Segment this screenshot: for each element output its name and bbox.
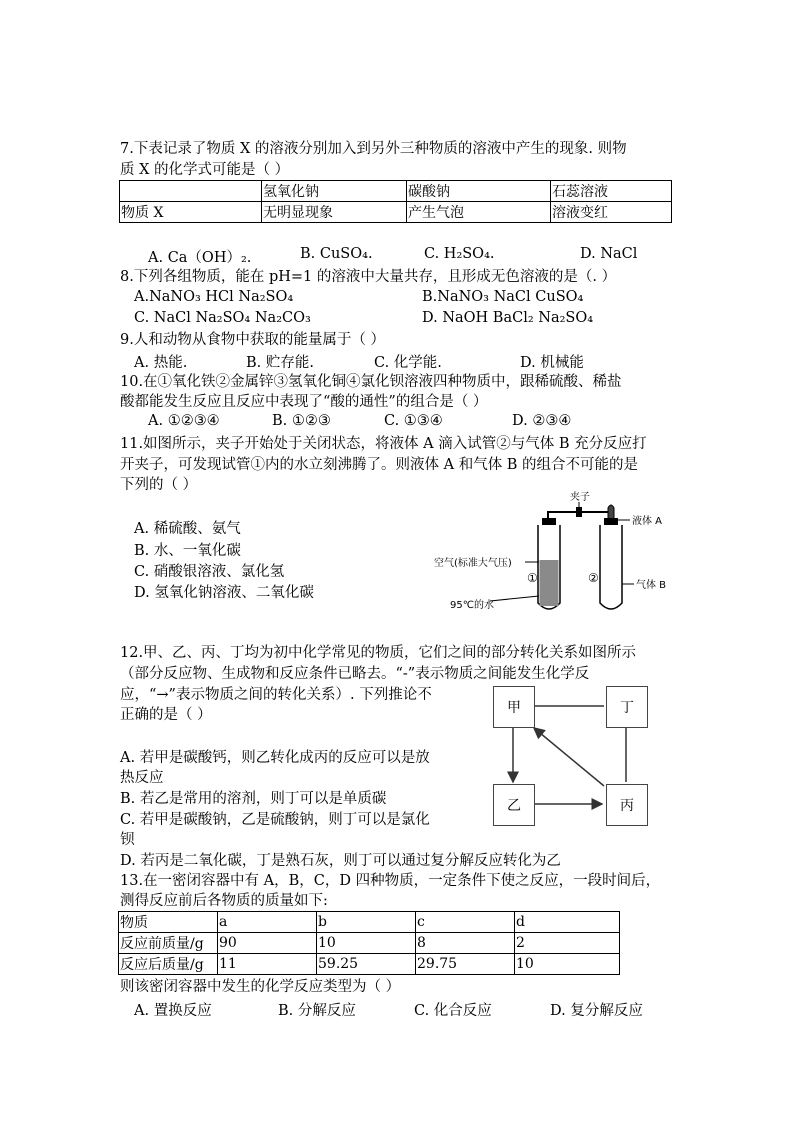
- q11-stem-line3: 下列的（ ）: [120, 477, 198, 493]
- q8-option-c[interactable]: C. NaCl Na₂SO₄ Na₂CO₃: [134, 310, 311, 326]
- table-cell: 反应前质量/g: [119, 933, 218, 954]
- table-cell: 10: [515, 954, 620, 975]
- label-gas-b: 气体 B: [636, 580, 667, 591]
- q10-stem-line1: 10.在①氧化铁②金属锌③氢氧化铜④氯化钡溶液四种物质中，跟稀硫酸、稀盐: [120, 374, 622, 390]
- clip-icon: [576, 507, 582, 517]
- table-row: [119, 954, 620, 975]
- q12-option-c-line1[interactable]: C. 若甲是碳酸钠，乙是硫酸钠，则丁可以是氯化: [120, 812, 430, 828]
- q8-option-b[interactable]: B.NaNO₃ NaCl CuSO₄: [422, 289, 584, 305]
- q9-option-d[interactable]: D. 机械能: [520, 355, 584, 371]
- q9-option-b[interactable]: B. 贮存能.: [246, 355, 314, 371]
- table-cell: 8: [416, 933, 515, 954]
- q10-stem-line2: 酸都能发生反应且反应中表现了“酸的通性”的组合是（ ）: [120, 394, 488, 410]
- q9-option-a[interactable]: A. 热能.: [134, 355, 188, 371]
- table-cell: 碳酸钠: [407, 181, 551, 202]
- label-water: 95℃的水: [450, 600, 494, 611]
- table-cell: 2: [515, 933, 620, 954]
- dropper-icon: [608, 505, 614, 518]
- q12-stem-line2: （部分反应物、生成物和反应条件已略去。“-”表示物质之间能发生化学反: [120, 666, 590, 682]
- table-cell: 59.25: [317, 954, 416, 975]
- table-cell: a: [218, 912, 317, 933]
- q13-option-d[interactable]: D. 复分解反应: [550, 1003, 643, 1019]
- table-cell: 物质: [119, 912, 218, 933]
- q11-option-a[interactable]: A. 稀硫酸、氨气: [134, 521, 241, 537]
- q12-option-c-line2[interactable]: 钡: [120, 832, 135, 848]
- node-bing: 丙: [606, 784, 648, 826]
- q12-stem-line3: 应，“→”表示物质之间的转化关系）. 下列推论不: [120, 687, 432, 703]
- q7-option-d[interactable]: D. NaCl: [580, 246, 638, 262]
- table-row: [120, 202, 672, 223]
- table-row: [119, 912, 620, 933]
- table-cell: 反应后质量/g: [119, 954, 218, 975]
- q12-option-d[interactable]: D. 若丙是二氧化碳，丁是熟石灰，则丁可以通过复分解反应转化为乙: [120, 853, 561, 869]
- q10-option-c[interactable]: C. ①③④: [384, 413, 443, 429]
- q11-option-b[interactable]: B. 水、一氧化碳: [134, 543, 241, 559]
- table-cell: [120, 181, 262, 202]
- q7-option-b[interactable]: B. CuSO₄.: [300, 246, 373, 262]
- stopper-1: [542, 518, 556, 525]
- node-jia: 甲: [493, 686, 535, 728]
- q11-apparatus-figure: [430, 488, 670, 616]
- q11-stem-line1: 11.如图所示，夹子开始处于关闭状态，将液体 A 滴入试管②与气体 B 充分反应打: [120, 436, 647, 452]
- table-cell: 溶液变红: [551, 202, 672, 223]
- q9-option-c[interactable]: C. 化学能.: [374, 355, 442, 371]
- q13-table: [118, 911, 620, 975]
- q10-option-b[interactable]: B. ①②③: [272, 413, 331, 429]
- stopper-2: [604, 518, 618, 525]
- q11-stem-line2: 开夹子，可发现试管①内的水立刻沸腾了。则液体 A 和气体 B 的组合不可能的是: [120, 457, 639, 473]
- node-yi: 乙: [493, 784, 535, 826]
- table-cell: d: [515, 912, 620, 933]
- table-cell: 产生气泡: [407, 202, 551, 223]
- q8-stem: 8.下列各组物质，能在 pH=1 的溶液中大量共存，且形成无色溶液的是（. ）: [120, 269, 617, 285]
- q8-option-a[interactable]: A.NaNO₃ HCl Na₂SO₄: [134, 289, 294, 305]
- q12-stem-line4: 正确的是（ ）: [120, 707, 212, 723]
- arrow-bing-jia: [534, 728, 604, 786]
- q12-diagram: [484, 686, 674, 826]
- q9-stem: 9.人和动物从食物中获取的能量属于（ ）: [120, 332, 385, 348]
- q13-stem-line3: 则该密闭容器中发生的化学反应类型为（ ）: [120, 979, 401, 995]
- table-cell: 29.75: [416, 954, 515, 975]
- test-tube-2: [600, 525, 622, 609]
- table-cell: b: [317, 912, 416, 933]
- table-cell: 氢氧化钠: [262, 181, 407, 202]
- table-cell: 无明显现象: [262, 202, 407, 223]
- q12-option-a-line2[interactable]: 热反应: [120, 770, 164, 786]
- q7-table: [119, 180, 672, 223]
- table-cell: 11: [218, 954, 317, 975]
- label-tube-2: ②: [588, 571, 599, 585]
- q7-stem-line1: 7.下表记录了物质 X 的溶液分别加入到另外三种物质的溶液中产生的现象. 则物: [120, 141, 627, 157]
- table-cell: 10: [317, 933, 416, 954]
- q12-stem-line1: 12.甲、乙、丙、丁均为初中化学常见的物质，它们之间的部分转化关系如图所示: [120, 645, 637, 661]
- node-ding: 丁: [606, 686, 648, 728]
- label-clip: 夹子: [570, 492, 590, 503]
- q13-option-c[interactable]: C. 化合反应: [414, 1003, 492, 1019]
- table-cell: 90: [218, 933, 317, 954]
- table-cell: 物质 X: [120, 202, 262, 223]
- q13-option-b[interactable]: B. 分解反应: [278, 1003, 356, 1019]
- q13-option-a[interactable]: A. 置换反应: [134, 1003, 212, 1019]
- q10-option-a[interactable]: A. ①②③④: [148, 413, 220, 429]
- q13-stem-line1: 13.在一密闭容器中有 A，B，C，D 四种物质，一定条件下使之反应，一段时间后，: [120, 873, 661, 889]
- q12-option-b[interactable]: B. 若乙是常用的溶剂，则丁可以是单质碳: [120, 791, 387, 807]
- q13-stem-line2: 测得反应前后各物质的质量如下:: [120, 893, 328, 909]
- q10-option-d[interactable]: D. ②③④: [512, 413, 572, 429]
- q12-option-a-line1[interactable]: A. 若甲是碳酸钙，则乙转化成丙的反应可以是放: [120, 750, 430, 766]
- label-tube-1: ①: [527, 571, 538, 585]
- label-air: 空气(标准大气压): [434, 558, 512, 569]
- hot-water: [540, 560, 559, 606]
- label-liquid-a: 液体 A: [632, 516, 663, 527]
- q11-option-c[interactable]: C. 硝酸银溶液、氯化氢: [134, 564, 285, 580]
- table-row: [120, 181, 672, 202]
- q7-stem-line2: 质 X 的化学式可能是（ ）: [120, 162, 290, 178]
- table-cell: 石蕊溶液: [551, 181, 672, 202]
- q8-option-d[interactable]: D. NaOH BaCl₂ Na₂SO₄: [422, 310, 594, 326]
- table-row: [119, 933, 620, 954]
- q7-option-c[interactable]: C. H₂SO₄.: [424, 246, 495, 262]
- table-cell: c: [416, 912, 515, 933]
- q7-option-a[interactable]: A. Ca（OH）₂.: [148, 250, 252, 266]
- q11-option-d[interactable]: D. 氢氧化钠溶液、二氧化碳: [134, 585, 314, 601]
